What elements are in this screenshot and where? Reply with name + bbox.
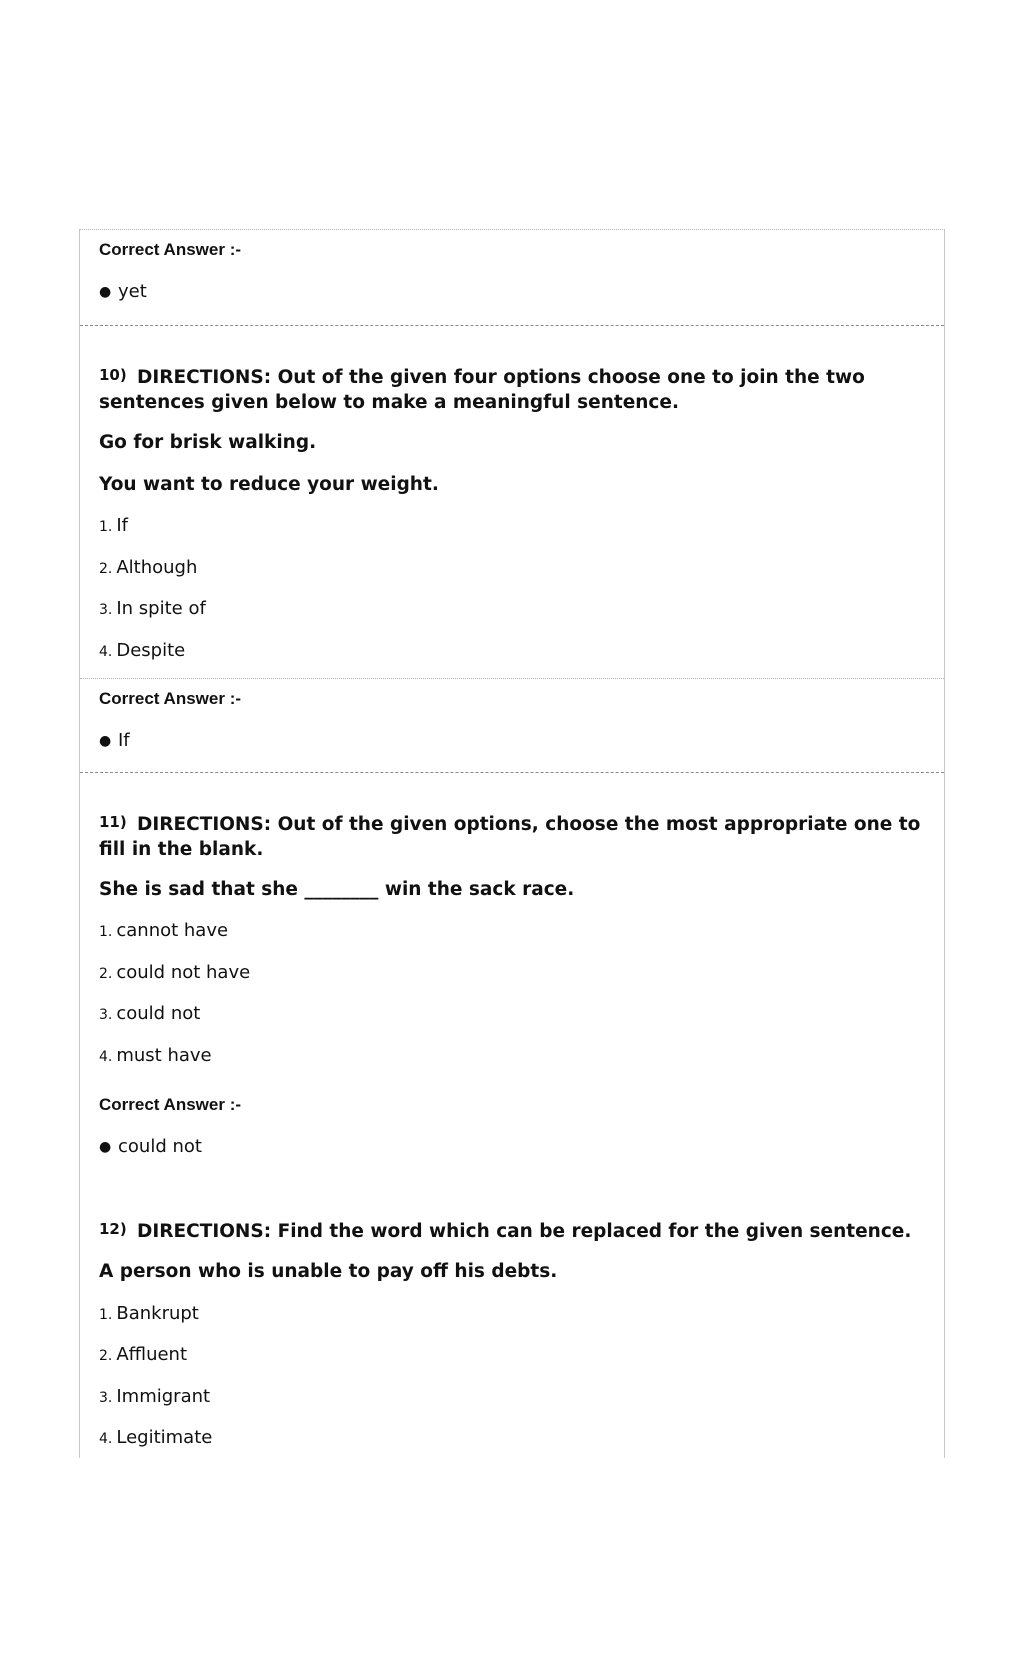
bullet-icon: ● [99,733,112,749]
correct-answer-label: Correct Answer :- [99,689,242,708]
question-directions: DIRECTIONS: Out of the given four options choose one to join the two sentences given below to make a meaningful sentence. [99,367,865,413]
question-number: 12) [99,1220,127,1238]
question-number: 11) [99,813,127,831]
divider [80,772,944,773]
question-directions: DIRECTIONS: Find the word which can be replaced for the given sentence. [137,1221,912,1242]
correct-answer-label: Correct Answer :- [99,240,242,259]
answer-text: yet [118,281,147,302]
correct-answer-item [99,1136,202,1157]
option-4: 4. Despite [99,640,186,661]
option-1: 1. cannot have [99,920,229,941]
question-sentence-1: A person who is unable to pay off his debts. [99,1261,558,1282]
option-2: 2. Although [99,557,198,578]
question-directions: DIRECTIONS: Out of the given options, choose the most appropriate one to fill in the blank. [99,814,921,860]
answer-text: If [118,730,130,751]
question-frame [79,229,945,1458]
question-sentence-1: She is sad that she ________ win the sack race. [99,879,575,900]
question-number: 10) [99,366,127,384]
correct-answer-item [99,730,130,751]
answer-text: could not [118,1136,202,1157]
option-2: 2. could not have [99,962,251,983]
option-1: 1. Bankrupt [99,1303,199,1324]
bullet-icon: ● [99,284,112,300]
option-3: 3. In spite of [99,598,206,619]
bullet-icon: ● [99,1139,112,1155]
question-sentence-1: Go for brisk walking. [99,432,317,453]
option-4: 4. Legitimate [99,1427,213,1448]
question-sentence-2: You want to reduce your weight. [99,474,439,495]
option-3: 3. could not [99,1003,201,1024]
option-2: 2. Affluent [99,1344,188,1365]
correct-answer-item [99,281,147,302]
option-4: 4. must have [99,1045,212,1066]
option-1: 1. If [99,515,129,536]
divider [80,325,944,326]
option-3: 3. Immigrant [99,1386,211,1407]
divider [80,678,944,679]
correct-answer-label: Correct Answer :- [99,1095,242,1114]
